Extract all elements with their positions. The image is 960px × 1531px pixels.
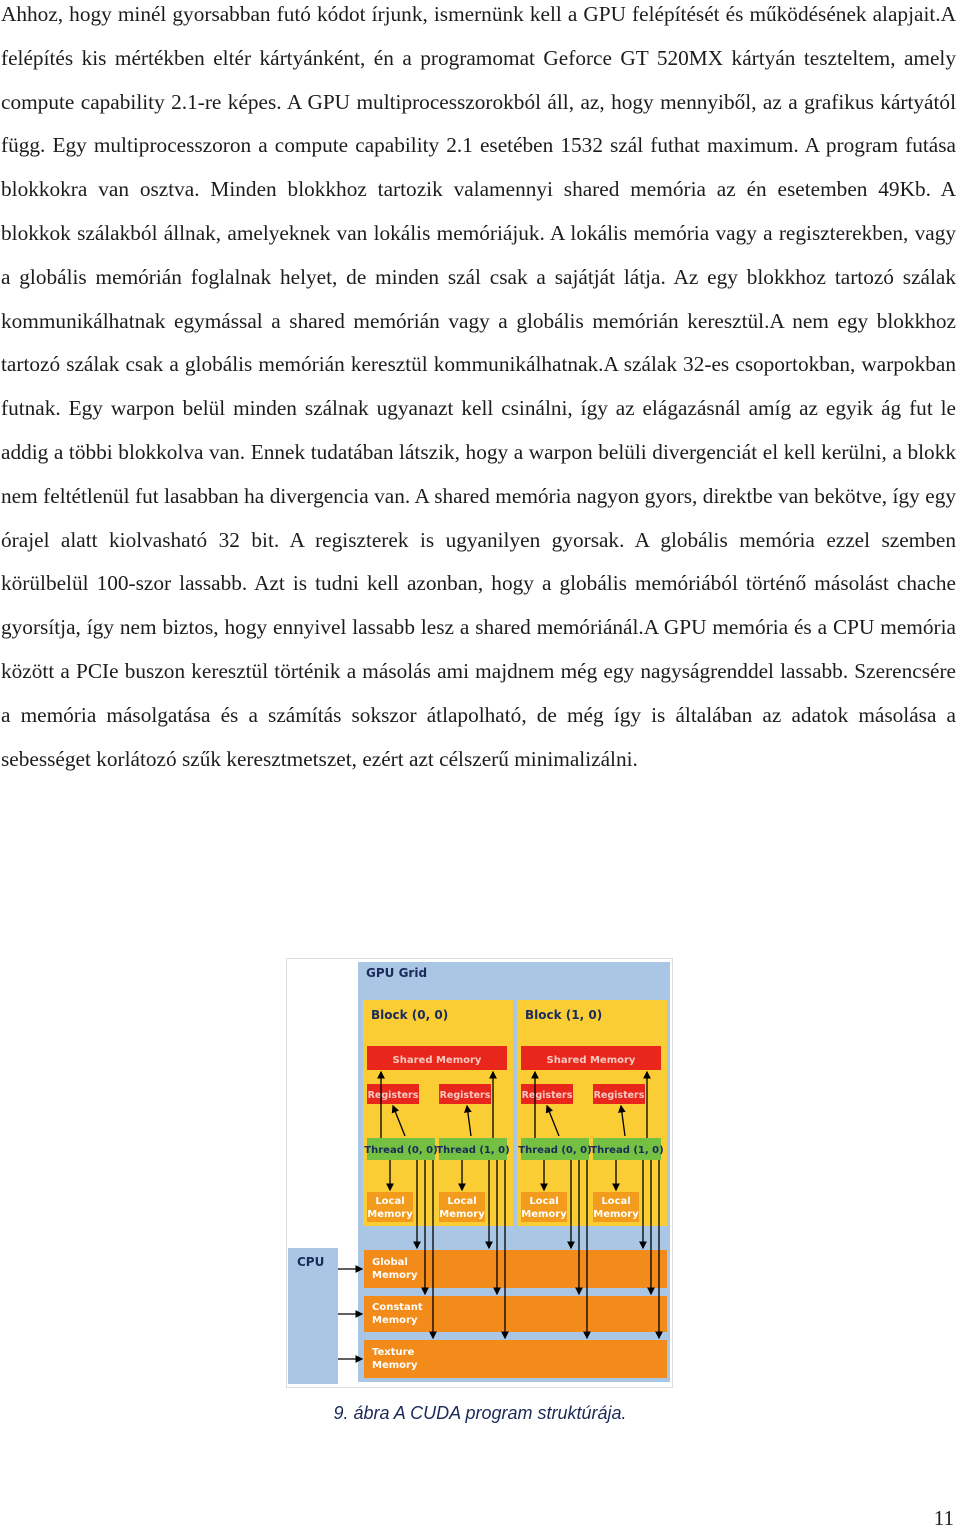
svg-text:Memory: Memory bbox=[367, 1209, 413, 1220]
block-1-label: Block (1, 0) bbox=[525, 1008, 603, 1022]
gpu-grid-label: GPU Grid bbox=[366, 966, 428, 980]
cpu-label: CPU bbox=[297, 1255, 325, 1269]
svg-text:Local: Local bbox=[447, 1196, 477, 1207]
block-0 bbox=[363, 1000, 513, 1226]
svg-text:Thread (1, 0): Thread (1, 0) bbox=[436, 1145, 510, 1156]
block-1 bbox=[517, 1000, 667, 1226]
svg-text:Thread (1, 0): Thread (1, 0) bbox=[590, 1145, 664, 1156]
svg-text:Registers: Registers bbox=[593, 1090, 645, 1101]
global-memory bbox=[364, 1250, 667, 1288]
svg-text:Shared Memory: Shared Memory bbox=[546, 1055, 636, 1066]
svg-text:Memory: Memory bbox=[521, 1209, 567, 1220]
svg-text:Global: Global bbox=[372, 1257, 408, 1268]
texture-memory bbox=[364, 1340, 667, 1378]
block-0-label: Block (0, 0) bbox=[371, 1008, 449, 1022]
svg-text:Registers: Registers bbox=[439, 1090, 491, 1101]
svg-text:Local: Local bbox=[375, 1196, 405, 1207]
svg-text:Memory: Memory bbox=[372, 1315, 418, 1326]
page-number: 11 bbox=[933, 1506, 954, 1530]
svg-text:Memory: Memory bbox=[372, 1360, 418, 1371]
svg-text:Memory: Memory bbox=[593, 1209, 639, 1220]
body-paragraph: Ahhoz, hogy minél gyorsabban futó kódot írjunk, ismernünk kell a GPU felépítését és működésének alapjait.A felépítés kis mértékben eltér kártyánként, én a programomat Geforce GT 520MX kártyán teszteltem, amely compute capability 2.1-re képes. A GPU multiprocesszorokból áll, az, hogy mennyiből, az a grafikus kártyától függ. Egy multiprocesszoron a compute capability 2.1 esetében 1532 szál futhat maximum. A program futása blokkokra van osztva. Minden blokkhoz tartozik valamennyi shared memória az én esetemben 49Kb. A blokkok szálakból állnak, amelyeknek van lokális memóriájuk. A lokális memória vagy a regiszterekben, vagy a globális memórián foglalnak helyet, de minden szál csak a sajátját látja. Az egy blokkhoz tartozó szálak kommunikálhatnak egymással a shared memórián vagy a globális memórián keresztül.A nem egy blokkhoz tartozó szálak csak a globális memórián keresztül kommunikálhatnak.A szálak 32-es csoportokban, warpokban futnak. Egy warpon belül minden szálnak ugyanazt kell csinálni, így az elágazásnál amíg az egyik ág fut le addig a többi blokkolva van. Ennek tudatában látszik, hogy a warpon belüli divergenciát el kell kerülni, a blokk nem feltétlenül fut lasabban ha divergencia van. A shared memória nagyon gyors, direktbe van bekötve, így egy órajel alatt kiolvasható 32 bit. A regiszterek is ugyanilyen gyorsak. A globális memória ezzel szemben körülbelül 100-szor lassabb. Azt is tudni kell azonban, hogy a globális memóriából történő másolást chache gyorsítja, így nem biztos, hogy ennyivel lassabb lesz a shared memóriánál.A GPU memória és a CPU memória között a PCIe buszon keresztül történik a másolás ami majdnem még egy nagyságrenddel lassabb. Szerencsére a memória másolgatása és a számítás sokszor átlapolható, de még így is általában az adatok másolása a sebességet korlátozó szűk keresztmetszet, ezért azt célszerű minimalizálni. bbox=[1, 2, 956, 771]
svg-text:Registers: Registers bbox=[367, 1090, 419, 1101]
svg-text:Thread (0, 0): Thread (0, 0) bbox=[364, 1145, 438, 1156]
svg-text:Constant: Constant bbox=[372, 1302, 423, 1313]
svg-text:Shared Memory: Shared Memory bbox=[392, 1055, 482, 1066]
svg-text:Registers: Registers bbox=[521, 1090, 573, 1101]
svg-text:Thread (0, 0): Thread (0, 0) bbox=[518, 1145, 592, 1156]
svg-text:Memory: Memory bbox=[372, 1270, 418, 1281]
svg-text:Local: Local bbox=[601, 1196, 631, 1207]
figure-caption: 9. ábra A CUDA program struktúrája. bbox=[333, 1403, 627, 1423]
svg-text:Texture: Texture bbox=[372, 1347, 415, 1358]
cuda-structure-diagram bbox=[286, 958, 673, 1388]
svg-text:Local: Local bbox=[529, 1196, 559, 1207]
svg-text:Memory: Memory bbox=[439, 1209, 485, 1220]
